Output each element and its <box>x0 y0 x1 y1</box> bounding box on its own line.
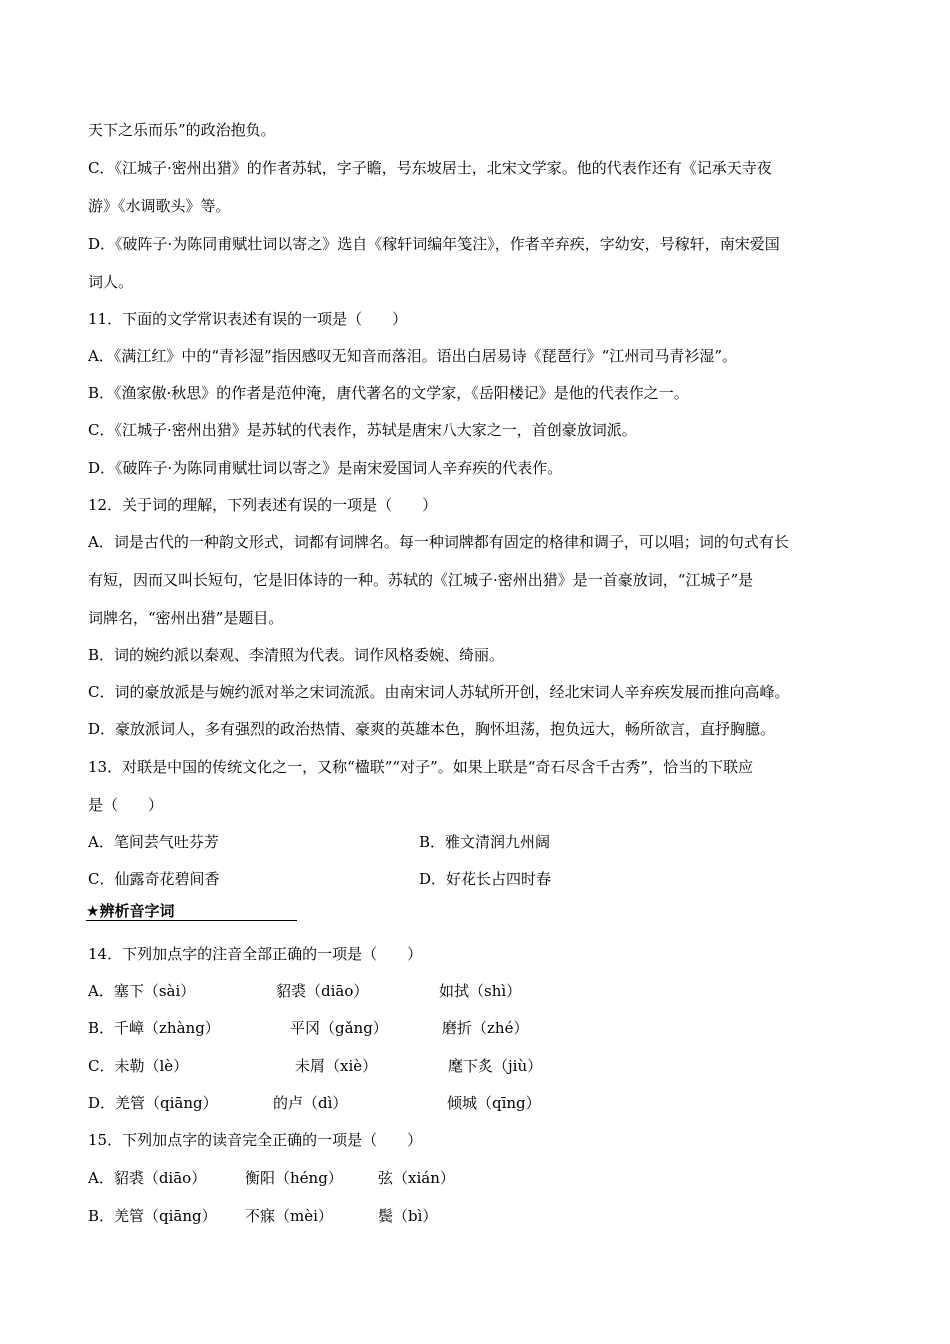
question-14-option-d-item: 倾城（qīng） <box>447 1094 541 1112</box>
question-14-option-c-item: 未屑（xiè） <box>295 1057 378 1075</box>
text-line: 天下之乐而乐”的政治抱负。 <box>88 121 276 139</box>
question-11-option-c: C．《江城子·密州出猎》是苏轼的代表作，苏轼是唐宋八大家之一，首创豪放词派。 <box>88 421 637 439</box>
question-14-option-b-item: 平冈（gǎng） <box>290 1019 388 1037</box>
question-13-option-c: C．仙露奇花碧间香 <box>88 870 220 888</box>
question-13-stem: 13．对联是中国的传统文化之一，又称“楹联”“对子”。如果上联是“奇石尽含千古秀”，恰当的下联应 <box>88 758 754 776</box>
question-13-option-a: A．笔间芸气吐芬芳 <box>88 833 219 851</box>
text-line: 词牌名，“密州出猎”是题目。 <box>88 609 284 627</box>
question-11-option-a: A．《满江红》中的“青衫湿”指因感叹无知音而落泪。语出白居易诗《琵琶行》“江州司马青衫湿”。 <box>88 347 738 365</box>
question-14-option-c-item: C．未勒（lè） <box>88 1057 189 1075</box>
section-heading: ★辨析音字词 <box>86 902 175 920</box>
question-15-option-b-item: 鬓（bì） <box>378 1207 438 1225</box>
question-14-option-b-item: 磨折（zhé） <box>442 1019 529 1037</box>
question-15-option-b-item: 不寐（mèi） <box>245 1207 333 1225</box>
question-11-option-d: D．《破阵子·为陈同甫赋壮词以寄之》是南宋爱国词人辛弃疾的代表作。 <box>88 459 563 477</box>
question-15-stem: 15．下列加点字的读音完全正确的一项是（ ） <box>88 1131 423 1149</box>
question-14-option-a-item: 貂裘（diāo） <box>276 982 369 1000</box>
question-11-stem: 11．下面的文学常识表述有误的一项是（ ） <box>88 310 408 328</box>
question-14-option-d-item: 的卢（dì） <box>273 1094 348 1112</box>
question-14-option-b-item: B．千嶂（zhàng） <box>88 1019 220 1037</box>
question-12-option-d: D．豪放派词人，多有强烈的政治热情、豪爽的英雄本色，胸怀坦荡，抱负远大，畅所欲言，直抒胸臆。 <box>88 720 776 738</box>
question-11-option-b: B．《渔家傲·秋思》的作者是范仲淹，唐代著名的文学家，《岳阳楼记》是他的代表作之一。 <box>88 384 689 402</box>
question-13-option-d: D．好花长占四时春 <box>419 870 552 888</box>
section-underline <box>86 920 297 921</box>
text-line: 有短，因而又叫长短句，它是旧体诗的一种。苏轼的《江城子·密州出猎》是一首豪放词，“江城子”是 <box>88 571 754 589</box>
text-line: 是（ ） <box>88 796 164 814</box>
question-15-option-a-item: 衡阳（héng） <box>245 1169 343 1187</box>
question-12-option-a: A．词是古代的一种韵文形式，词都有词牌名。每一种词牌都有固定的格律和调子，可以唱；词的句式有长 <box>88 533 789 551</box>
text-line: 词人。 <box>88 273 134 291</box>
question-14-option-c-item: 麾下炙（jiù） <box>448 1057 543 1075</box>
question-15-option-b-item: B．羌管（qiāng） <box>88 1207 217 1225</box>
question-14-option-a-item: 如拭（shì） <box>439 982 522 1000</box>
question-12-option-b: B．词的婉约派以秦观、李清照为代表。词作风格委婉、绮丽。 <box>88 646 505 664</box>
question-12-stem: 12．关于词的理解，下列表述有误的一项是（ ） <box>88 496 438 514</box>
question-15-option-a-item: 弦（xián） <box>378 1169 455 1187</box>
question-15-option-a-item: A．貂裘（diāo） <box>88 1169 207 1187</box>
question-14-option-a-item: A．塞下（sài） <box>88 982 196 1000</box>
text-line: 游》《水调歌头》等。 <box>88 197 231 215</box>
text-line: C．《江城子·密州出猎》的作者苏轼，字子瞻，号东坡居士，北宋文学家。他的代表作还有《记承天寺夜 <box>88 159 772 177</box>
question-12-option-c: C．词的豪放派是与婉约派对举之宋词流派。由南宋词人苏轼所开创，经北宋词人辛弃疾发展而推向高峰。 <box>88 683 790 701</box>
question-14-stem: 14．下列加点字的注音全部正确的一项是（ ） <box>88 945 423 963</box>
question-13-option-b: B．雅文清润九州阔 <box>419 833 551 851</box>
question-14-option-d-item: D．羌管（qiāng） <box>88 1094 218 1112</box>
text-line: D．《破阵子·为陈同甫赋壮词以寄之》选自《稼轩词编年笺注》，作者辛弃疾，字幼安，号稼轩，南宋爱国 <box>88 235 780 253</box>
